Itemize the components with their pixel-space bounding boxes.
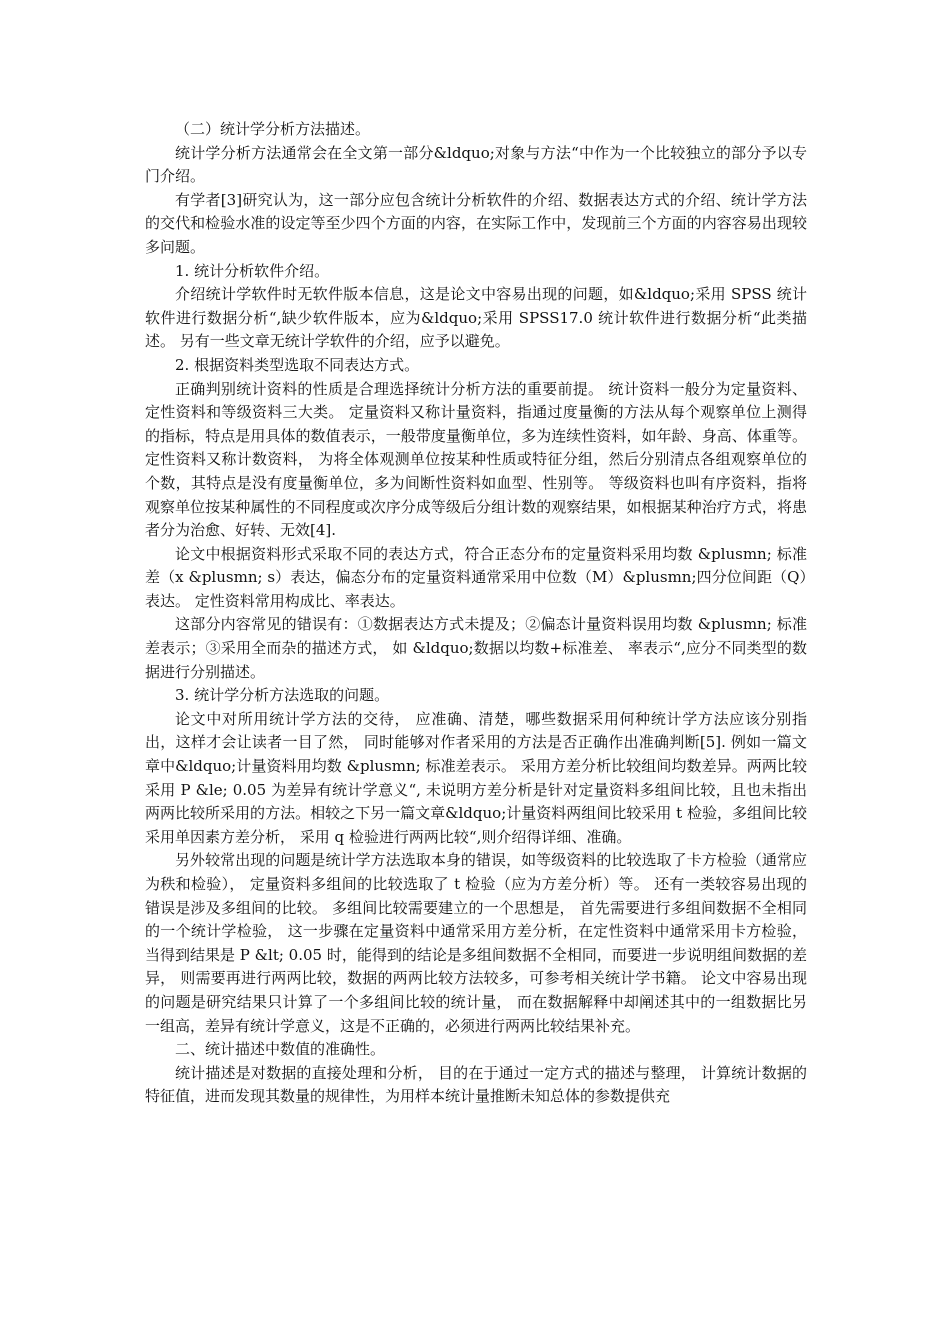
paragraph: 统计描述是对数据的直接处理和分析， 目的在于通过一定方式的描述与整理， 计算统计数据的特征值，进而发现其数量的规律性，为用样本统计量推断未知总体的参数提供充	[145, 1063, 807, 1106]
paragraph-subheading: 2. 根据资料类型选取不同表达方式。	[175, 355, 420, 374]
paragraph-subheading: 1. 统计分析软件介绍。	[175, 261, 330, 280]
paragraph-section-heading: （二）统计学分析方法描述。	[175, 120, 371, 138]
paragraph-subheading: 3. 统计学分析方法选取的问题。	[175, 686, 390, 705]
paragraph: 这部分内容常见的错误有：①数据表达方式未提及；②偏态计量资料误用均数 &plusmn; 标准差表示；③采用全而杂的描述方式， 如 &ldquo;数据以均数+标准差、 率表示“,应分不同类型的数据进行分别描述。	[145, 615, 807, 681]
paragraph: 另外较常出现的问题是统计学方法选取本身的错误，如等级资料的比较选取了卡方检验（通常应为秩和检验）， 定量资料多组间的比较选取了 t 检验（应为方差分析）等。 还有一类较容易出现的错误是涉及多组间的比较。 多组间比较需要建立的一个思想是， 首先需要进行多组间数据不全相同的一个统计学检验， 这一步骤在定量资料中通常采用方差分析，在定性资料中通常采用卡方检验，当得到结果是 P &lt; 0.05 时，能得到的结论是多组间数据不全相同，而要进一步说明组间数据的差异， 则需要再进行两两比较，数据的两两比较方法较多，可参考相关统计学书籍。 论文中容易出现的问题是研究结果只计算了一个多组间比较的统计量， 而在数据解释中却阐述其中的一组数据比另一组高，差异有统计学意义，这是不正确的，必须进行两两比较结果补充。	[145, 851, 807, 1035]
paragraph: 有学者[3]研究认为，这一部分应包含统计分析软件的介绍、数据表达方式的介绍、统计学方法的交代和检验水准的设定等至少四个方面的内容，在实际工作中，发现前三个方面的内容容易出现较多问题。	[145, 190, 807, 256]
paragraph: 统计学分析方法通常会在全文第一部分&ldquo;对象与方法“中作为一个比较独立的部分予以专门介绍。	[145, 143, 807, 186]
paragraph: 正确判别统计资料的性质是合理选择统计分析方法的重要前提。 统计资料一般分为定量资料、定性资料和等级资料三大类。 定量资料又称计量资料，指通过度量衡的方法从每个观察单位上测得的指标，特点是用具体的数值表示，一般带度量衡单位，多为连续性资料，如年龄、身高、体重等。 定性资料又称计数资料， 为将全体观测单位按某种性质或特征分组，然后分别清点各组观察单位的个数，其特点是没有度量衡单位，多为间断性资料如血型、性别等。 等级资料也叫有序资料，指将观察单位按某种属性的不同程度或次序分成等级后分组计数的观察结果，如根据某种治疗方式，将患者分为治愈、好转、无效[4].	[145, 379, 807, 540]
paragraph: 论文中对所用统计学方法的交待， 应准确、清楚，哪些数据采用何种统计学方法应该分别指出，这样才会让读者一目了然， 同时能够对作者采用的方法是否正确作出准确判断[5]. 例如一篇文章中&ldquo;计量资料用均数 &plusmn; 标准差表示。 采用方差分析比较组间均数差异。两两比较采用 P &le; 0.05 为差异有统计学意义“, 未说明方差分析是针对定量资料多组间比较，且也未指出两两比较所采用的方法。相较之下另一篇文章&ldquo;计量资料两组间比较采用 t 检验，多组间比较采用单因素方差分析， 采用 q 检验进行两两比较“,则介绍得详细、准确。	[145, 709, 807, 846]
paragraph: 介绍统计学软件时无软件版本信息，这是论文中容易出现的问题，如&ldquo;采用 SPSS 统计软件进行数据分析“,缺少软件版本，应为&ldquo;采用 SPSS17.0 统计软件进行数据分析“此类描述。 另有一些文章无统计学软件的介绍，应予以避免。	[145, 285, 807, 351]
paragraph-section-heading: 二、统计描述中数值的准确性。	[175, 1040, 386, 1059]
document-body	[145, 118, 807, 1109]
paragraph: 论文中根据资料形式采取不同的表达方式，符合正态分布的定量资料采用均数 &plusmn; 标准差（x &plusmn; s）表达，偏态分布的定量资料通常采用中位数（M）&plusmn;四分位间距（Q）表达。 定性资料常用构成比、率表达。	[145, 544, 807, 610]
